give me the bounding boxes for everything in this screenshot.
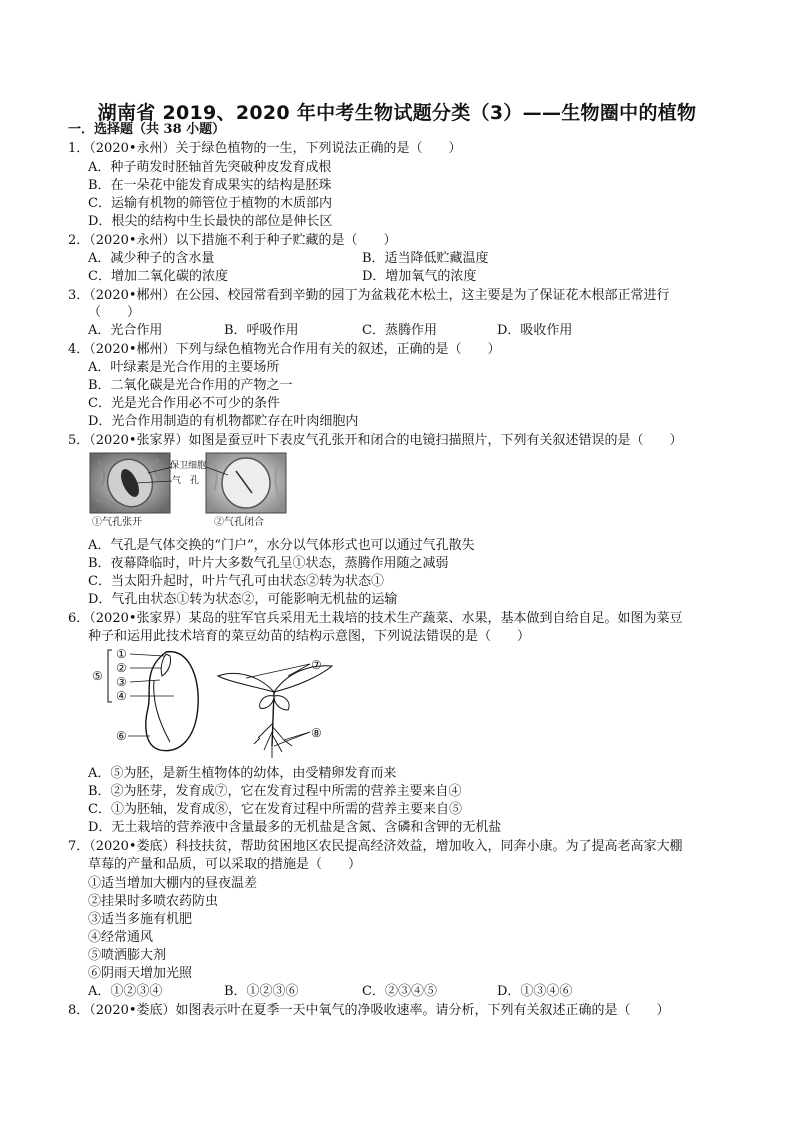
question-7-item-6: ⑥阴雨天增加光照 xyxy=(88,966,193,981)
question-3-paren: （ ） xyxy=(88,305,141,320)
figure-label-stoma: 气 孔 xyxy=(172,476,200,486)
question-7-option-d: D．①③④⑥ xyxy=(497,984,573,999)
question-1-option-d: D．根尖的结构中生长最快的部位是伸长区 xyxy=(88,214,333,229)
bean-label-2: ② xyxy=(116,661,127,675)
question-7-item-5: ⑤喷洒膨大剂 xyxy=(88,948,167,963)
bean-label-1: ① xyxy=(116,647,127,661)
question-6-stem-line-1: 6．（2020•张家界）某岛的驻军官兵采用无土栽培的技术生产蔬菜、水果，基本做到自给自足。如图为菜豆 xyxy=(68,611,683,626)
question-7-item-1: ①适当增加大棚内的昼夜温差 xyxy=(88,876,258,891)
question-1-option-b: B．在一朵花中能发育成果实的结构是胚珠 xyxy=(88,178,332,193)
bean-label-4: ④ xyxy=(116,689,127,703)
question-3-stem: 3．（2020•郴州）在公园、校园常看到辛勤的园丁为盆栽花木松土，这主要是为了保证花木根部正常进行 xyxy=(68,288,670,303)
question-4-stem: 4．（2020•郴州）下列与绿色植物光合作用有关的叙述，正确的是（ ） xyxy=(68,342,501,357)
bean-label-8: ⑧ xyxy=(311,726,322,740)
bean-figure xyxy=(88,646,338,758)
question-4-option-c: C．光是光合作用必不可少的条件 xyxy=(88,396,280,411)
question-6-option-b: B．②为胚芽，发育成⑦，它在发育过程中所需的营养主要来自④ xyxy=(88,784,462,799)
question-7-stem-line-2: 草莓的产量和品质，可以采取的措施是（ ） xyxy=(88,857,362,872)
question-2-option-a: A．减少种子的含水量 xyxy=(88,251,215,266)
question-7-item-4: ④经常通风 xyxy=(88,930,154,945)
figure-caption-closed: ②气孔闭合 xyxy=(214,517,264,528)
question-8-stem: 8．（2020•娄底）如图表示叶在夏季一天中氧气的净吸收速率。请分析，下列有关叙述正确的是（ ） xyxy=(68,1003,670,1018)
question-6-option-a: A．⑤为胚，是新生植物体的幼体，由受精卵发育而来 xyxy=(88,766,397,781)
question-1-stem: 1．（2020•永州）关于绿色植物的一生，下列说法正确的是（ ） xyxy=(68,141,462,156)
question-3-option-a: A．光合作用 xyxy=(88,323,163,338)
question-7-option-a: A．①②③④ xyxy=(88,984,163,999)
bean-label-3: ③ xyxy=(116,675,127,689)
question-4-option-a: A．叶绿素是光合作用的主要场所 xyxy=(88,360,280,375)
question-7-item-3: ③适当多施有机肥 xyxy=(88,912,193,927)
question-1-option-c: C．运输有机物的筛管位于植物的木质部内 xyxy=(88,196,332,211)
question-2-option-c: C．增加二氧化碳的浓度 xyxy=(88,269,228,284)
question-7-stem-line-1: 7．（2020•娄底）科技扶贫，帮助贫困地区农民提高经济效益，增加收入，同奔小康。为了提高老高家大棚 xyxy=(68,839,683,854)
question-2-option-b: B．适当降低贮藏温度 xyxy=(362,251,489,266)
question-4-option-d: D．光合作用制造的有机物都贮存在叶肉细胞内 xyxy=(88,414,359,429)
question-3-option-d: D．吸收作用 xyxy=(497,323,573,338)
question-3-option-c: C．蒸腾作用 xyxy=(362,323,437,338)
question-6-stem-line-2: 种子和运用此技术培育的菜豆幼苗的结构示意图，下列说法错误的是（ ） xyxy=(88,629,531,644)
section-heading: 一．选择题（共 38 小题） xyxy=(68,122,226,137)
question-5-option-c: C．当太阳升起时，叶片气孔可由状态②转为状态① xyxy=(88,574,384,589)
bean-label-7: ⑦ xyxy=(311,658,322,672)
question-7-option-b: B．①②③⑥ xyxy=(224,984,299,999)
question-5-option-b: B．夜幕降临时，叶片大多数气孔呈①状态，蒸腾作用随之减弱 xyxy=(88,556,449,571)
figure-caption-open: ①气孔张开 xyxy=(92,517,142,528)
question-7-option-c: C．②③④⑤ xyxy=(362,984,437,999)
question-5-stem: 5．（2020•张家界）如图是蚕豆叶下表皮气孔张开和闭合的电镜扫描照片，下列有关叙述错误的是（ ） xyxy=(68,433,683,448)
question-7-item-2: ②挂果时多喷农药防虫 xyxy=(88,894,219,909)
question-4-option-b: B．二氧化碳是光合作用的产物之一 xyxy=(88,378,293,393)
bean-label-6: ⑥ xyxy=(116,729,127,743)
question-3-option-b: B．呼吸作用 xyxy=(224,323,299,338)
page-title: 湖南省 2019、2020 年中考生物试题分类（3）——生物圈中的植物 xyxy=(97,102,697,124)
question-5-option-a: A．气孔是气体交换的“门户”，水分以气体形式也可以通过气孔散失 xyxy=(88,538,475,553)
figure-label-guard-cell: 保卫细胞 xyxy=(170,461,207,471)
question-1-option-a: A．种子萌发时胚轴首先突破种皮发育成根 xyxy=(88,160,332,175)
stomata-figure xyxy=(88,451,288,533)
question-6-option-c: C．①为胚轴，发育成⑧，它在发育过程中所需的营养主要来自⑤ xyxy=(88,802,462,817)
question-2-stem: 2．（2020•永州）以下措施不利于种子贮藏的是（ ） xyxy=(68,233,397,248)
question-6-option-d: D．无土栽培的营养液中含量最多的无机盐是含氮、含磷和含钾的无机盐 xyxy=(88,820,502,835)
question-2-option-d: D．增加氧气的浓度 xyxy=(362,269,477,284)
bean-label-5: ⑤ xyxy=(92,669,103,683)
question-5-option-d: D．气孔由状态①转为状态②，可能影响无机盐的运输 xyxy=(88,592,398,607)
